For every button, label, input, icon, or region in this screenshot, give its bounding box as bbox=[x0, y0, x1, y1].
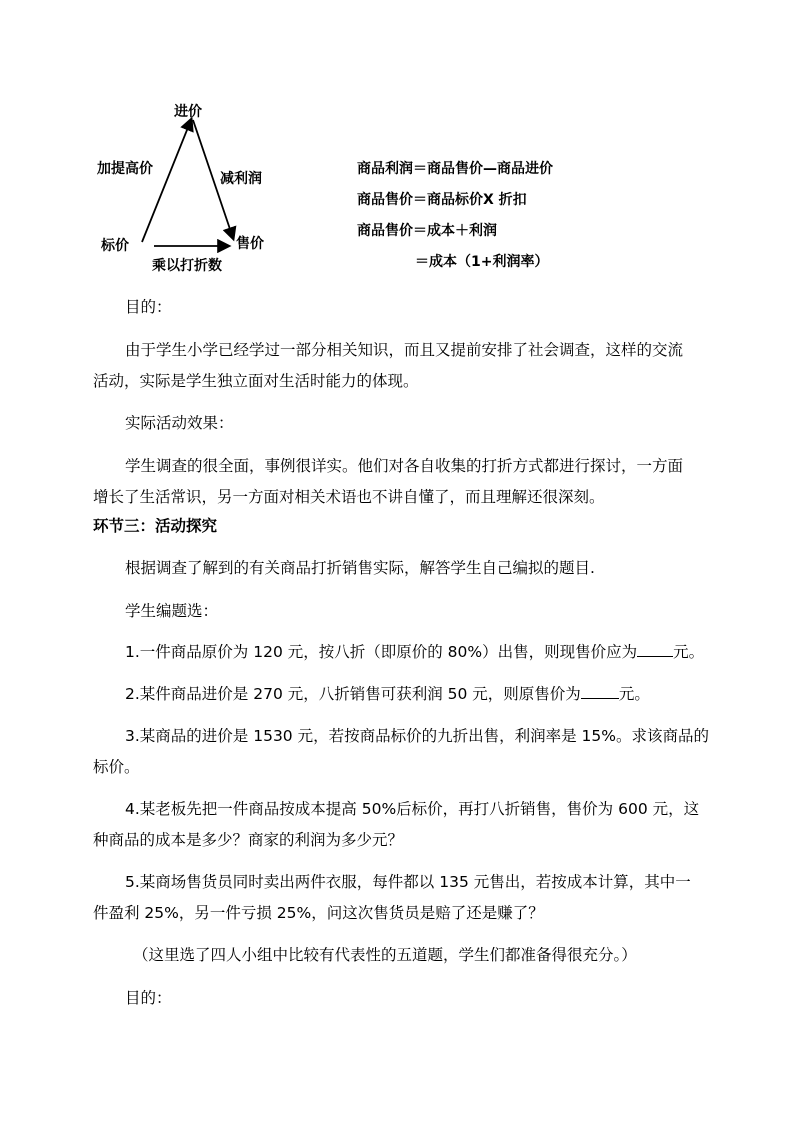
formula-line: 商品售价＝商品标价X 折扣 bbox=[357, 192, 527, 208]
paragraph-purpose-label: 目的： bbox=[125, 989, 172, 1007]
arrow-left-edge bbox=[142, 120, 191, 242]
question-1 bbox=[125, 637, 735, 667]
paragraph-effect-label: 实际活动效果： bbox=[125, 414, 234, 432]
question-3: 3.某商品的进价是 1530 元，若按商品标价的九折出售，利润率是 15%。求该商品的 bbox=[125, 727, 709, 745]
question-text: 1.一件商品原价为 120 元，按八折（即原价的 80%）出售，则现售价应为 bbox=[125, 643, 638, 661]
formula-line: 商品利润＝商品售价—商品进价 bbox=[357, 161, 553, 177]
formula-line: ＝成本（1+利润率） bbox=[415, 254, 549, 270]
edge-label-minus-profit: 减利润 bbox=[220, 171, 262, 187]
paragraph-line: 活动，实际是学生独立面对生活时能力的体现。 bbox=[93, 372, 419, 390]
paragraph-line: 增长了生活常识，另一方面对相关术语也不讲自懂了，而且理解还很深刻。 bbox=[93, 488, 605, 506]
section-heading: 环节三：活动探究 bbox=[93, 517, 218, 535]
paragraph-line: 学生调查的很全面，事例很详实。他们对各自收集的打折方式都进行探讨，一方面 bbox=[125, 457, 684, 475]
question-3-continued: 标价。 bbox=[93, 758, 140, 776]
question-text: 元。 bbox=[618, 685, 650, 703]
paragraph-purpose-label: 目的： bbox=[125, 298, 172, 316]
question-2 bbox=[125, 679, 735, 709]
paragraph-note: （这里选了四人小组中比较有代表性的五道题，学生们都准备得很充分。） bbox=[133, 946, 637, 964]
node-marked-price: 标价 bbox=[101, 238, 129, 254]
question-4: 4.某老板先把一件商品按成本提高 50%后标价，再打八折销售，售价为 600 元，这 bbox=[125, 800, 700, 818]
edge-label-discount: 乘以打折数 bbox=[152, 258, 222, 274]
node-selling-price: 售价 bbox=[236, 236, 264, 252]
price-relationship-diagram bbox=[90, 96, 280, 281]
paragraph-line: 根据调查了解到的有关商品打折销售实际，解答学生自己编拟的题目. bbox=[125, 559, 595, 577]
formula-line: 商品售价＝成本＋利润 bbox=[357, 223, 497, 239]
question-5-continued: 件盈利 25%，另一件亏损 25%，问这次售货员是赔了还是赚了？ bbox=[93, 904, 544, 922]
paragraph-line: 学生编题选： bbox=[125, 602, 219, 620]
edge-label-markup: 加提高价 bbox=[97, 161, 153, 177]
question-4-continued: 种商品的成本是多少？商家的利润为多少元？ bbox=[93, 831, 404, 849]
answer-blank bbox=[637, 640, 673, 657]
paragraph-line: 由于学生小学已经学过一部分相关知识，而且又提前安排了社会调查，这样的交流 bbox=[125, 341, 684, 359]
question-text: 元。 bbox=[673, 643, 705, 661]
question-5: 5.某商场售货员同时卖出两件衣服，每件都以 135 元售出，若按成本计算，其中一 bbox=[125, 873, 691, 891]
node-cost-price: 进价 bbox=[174, 104, 202, 120]
answer-blank bbox=[581, 682, 619, 699]
question-text: 2.某件商品进价是 270 元，八折销售可获利润 50 元，则原售价为 bbox=[125, 685, 581, 703]
